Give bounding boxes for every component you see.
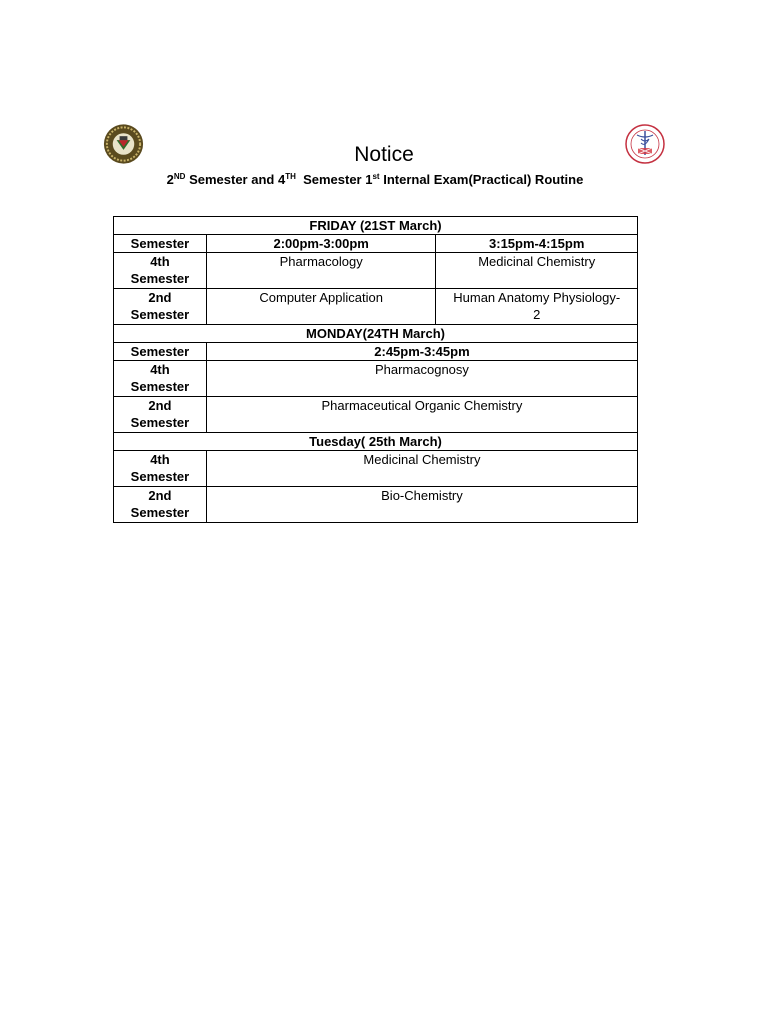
semester-cell: 2nd Semester bbox=[114, 289, 207, 325]
table-row bbox=[114, 487, 638, 523]
day-header-row bbox=[114, 433, 638, 451]
subject-cell: Pharmacology bbox=[206, 253, 436, 289]
subject-cell: Pharmacognosy bbox=[206, 361, 637, 397]
day-heading-monday: MONDAY(24TH March) bbox=[114, 325, 638, 343]
day-heading-friday: FRIDAY (21ST March) bbox=[114, 217, 638, 235]
day-heading-tuesday: Tuesday( 25th March) bbox=[114, 433, 638, 451]
exam-routine-table bbox=[113, 216, 638, 523]
day-header-row bbox=[114, 217, 638, 235]
semester-column-header: Semester bbox=[114, 235, 207, 253]
notice-subtitle: 2ND Semester and 4TH Semester 1st Internal Exam(Practical) Routine bbox=[166, 172, 584, 187]
subject-cell: Medicinal Chemistry bbox=[206, 451, 637, 487]
slot-header-row bbox=[114, 343, 638, 361]
table-row bbox=[114, 253, 638, 289]
semester-cell: 4th Semester bbox=[114, 361, 207, 397]
semester-cell: 4th Semester bbox=[114, 253, 207, 289]
day-header-row bbox=[114, 325, 638, 343]
subject-cell: Pharmaceutical Organic Chemistry bbox=[206, 397, 637, 433]
subject-cell: Bio-Chemistry bbox=[206, 487, 637, 523]
notice-title: Notice bbox=[354, 143, 414, 166]
time-slot-header: 3:15pm-4:15pm bbox=[436, 235, 638, 253]
semester-cell: 4th Semester bbox=[114, 451, 207, 487]
table-row bbox=[114, 361, 638, 397]
time-slot-header: 2:45pm-3:45pm bbox=[206, 343, 637, 361]
slot-header-row bbox=[114, 235, 638, 253]
subject-cell: Medicinal Chemistry bbox=[436, 253, 638, 289]
semester-column-header: Semester bbox=[114, 343, 207, 361]
table-row bbox=[114, 451, 638, 487]
time-slot-header: 2:00pm-3:00pm bbox=[206, 235, 436, 253]
subject-cell: Computer Application bbox=[206, 289, 436, 325]
table-row bbox=[114, 289, 638, 325]
semester-cell: 2nd Semester bbox=[114, 397, 207, 433]
subject-cell: Human Anatomy Physiology- 2 bbox=[436, 289, 638, 325]
semester-cell: 2nd Semester bbox=[114, 487, 207, 523]
table-row bbox=[114, 397, 638, 433]
